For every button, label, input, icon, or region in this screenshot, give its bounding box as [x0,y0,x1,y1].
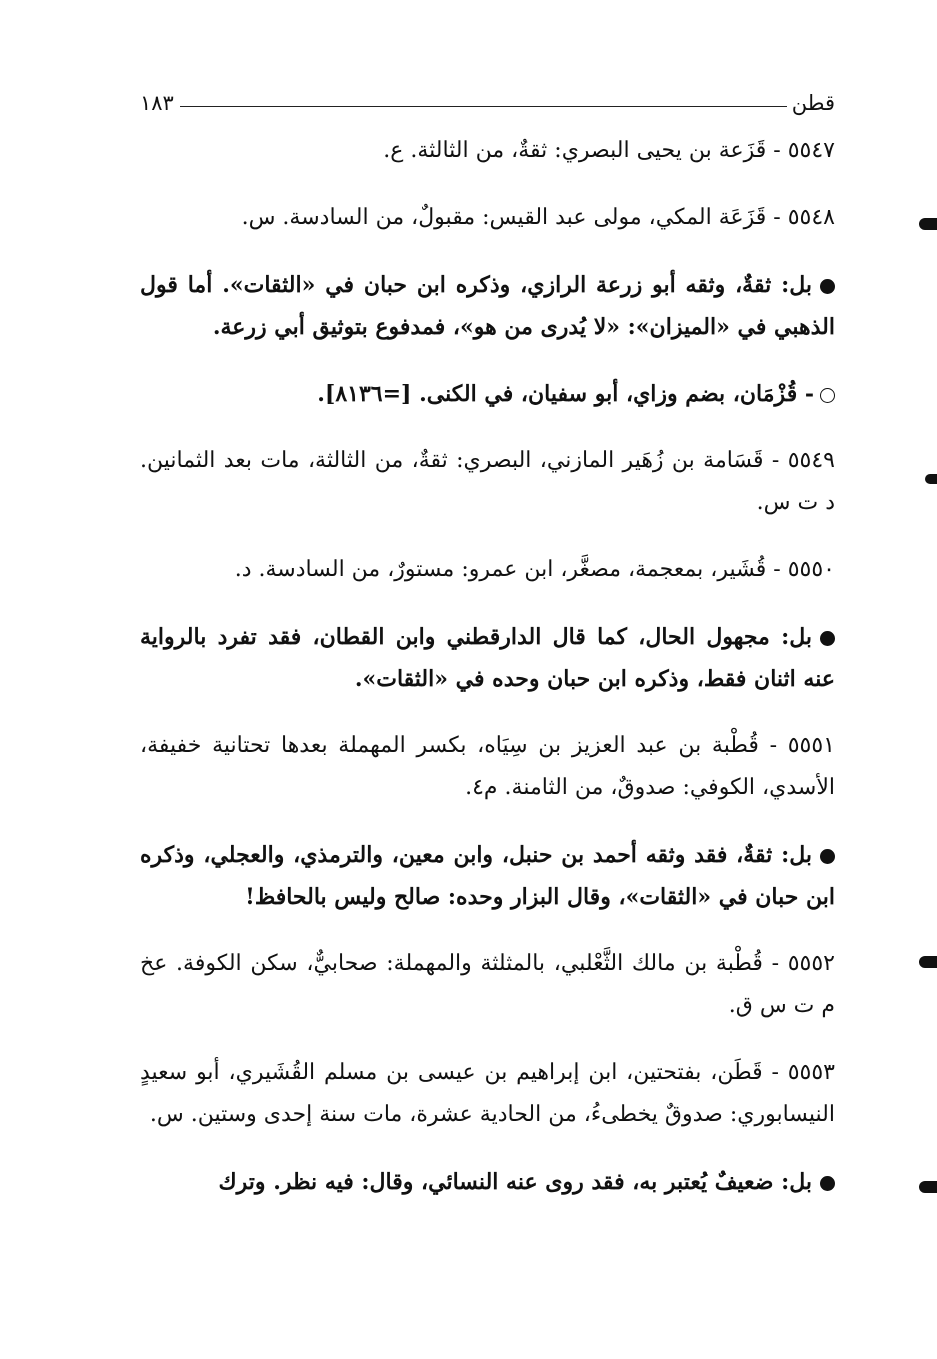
note-paragraph [140,834,835,918]
entry-5551 [140,725,835,809]
page-body [140,130,835,1228]
entry-text: ٥٥٥٠ - قُشَير، بمعجمة، مصغَّر، ابن عمرو: مستورٌ، من السادسة. د. [234,557,835,582]
page-edge-mark [925,474,937,484]
note-text: بل: مجهول الحال، كما قال الدارقطني وابن القطان، فقد تفرد بالرواية عنه اثنان فقط، وذكره ابن حبان وحده في «الثقات». [140,624,835,692]
hollow-circle-icon [820,388,835,403]
entry-5549 [140,440,835,524]
entry-text: ٥٥٥٢ - قُطْبة بن مالك الثَّعْلبي، بالمثلثة والمهملة: صحابيٌّ، سكن الكوفة. عخ م ت س ق. [140,951,835,1018]
bullet-icon [820,1176,835,1191]
note-text: بل: ثقةٌ، وثقه أبو زرعة الرازي، وذكره ابن حبان في «الثقات». أما قول الذهبي في «الميزان»: «لا يُدرى من هو»، فمدفوع بتوثيق أبي زرعة. [140,272,835,340]
entry-5547 [140,130,835,172]
entry-text: ٥٥٤٩ - قَسَامة بن زُهَير المازني، البصري: ثقةٌ، من الثالثة، مات بعد الثمانين. د ت س. [140,448,835,515]
note-paragraph [140,264,835,348]
entry-5553 [140,1052,835,1136]
entry-text: ٥٥٥٣ - قَطَن، بفتحتين، ابن إبراهيم بن عيسى بن مسلم القُشَيري، أبو سعيدٍ النيسابوري: صدوقٌ يخطىءُ، من الحادية عشرة، مات سنة إحدى وستين. س. [140,1060,835,1127]
header-rule [180,106,787,107]
running-title: قطن [791,91,835,115]
entry-5548 [140,197,835,239]
cross-reference [140,373,835,415]
bullet-icon [820,631,835,646]
page-edge-mark [919,1181,937,1193]
note-paragraph [140,616,835,700]
bullet-icon [820,849,835,864]
note-paragraph [140,1161,835,1203]
note-text: بل: ثقةٌ، فقد وثقه أحمد بن حنبل، وابن معين، والترمذي، والعجلي، وذكره ابن حبان في «الثقات»، وقال البزار وحده: صالح وليس بالحافظ! [140,842,835,910]
page-edge-mark [919,956,937,968]
entry-text: ٥٥٥١ - قُطْبة بن عبد العزيز بن سِيَاه، بكسر المهملة بعدها تحتانية خفيفة، الأسدي، الكوفي: صدوقٌ، من الثامنة. م٤. [140,733,835,800]
reference-text: - قُزْمَان، بضم وزاي، أبو سفيان، في الكنى. [=٨١٣٦]. [317,381,814,407]
bullet-icon [820,279,835,294]
entry-5550 [140,549,835,591]
page-number: ١٨٣ [140,91,174,115]
note-text: بل: ضعيفٌ يُعتبر به، فقد روى عنه النسائي، وقال: فيه نظر. وترك [218,1169,812,1195]
entry-5552 [140,943,835,1027]
page-edge-mark [919,218,937,230]
page-header [140,86,835,120]
entry-text: ٥٥٤٨ - قَزَعَة المكي، مولى عبد القيس: مقبولٌ، من السادسة. س. [241,205,835,230]
entry-text: ٥٥٤٧ - قَزَعة بن يحيى البصري: ثقةٌ، من الثالثة. ع. [383,138,835,163]
